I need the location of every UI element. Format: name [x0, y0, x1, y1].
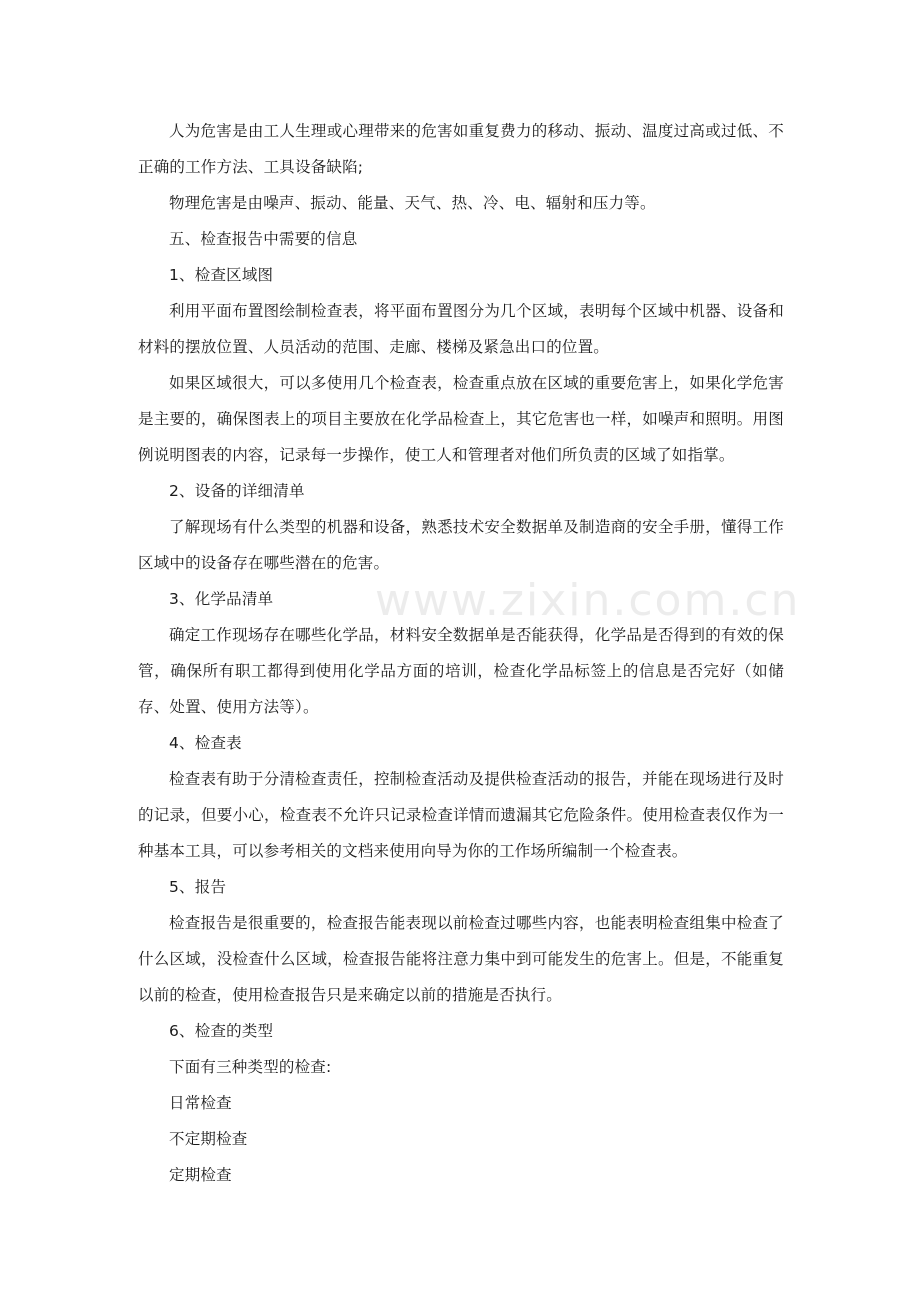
section-heading-report-info: 五、检查报告中需要的信息	[169, 230, 358, 248]
paragraph-equipment-list: 了解现场有什么类型的机器和设备，熟悉技术安全数据单及制造商的安全手册，懂得工作区域中的设备存在哪些潜在的危害。	[138, 518, 784, 572]
subheading-report: 5、报告	[169, 878, 227, 896]
paragraph-checklist: 检查表有助于分清检查责任，控制检查活动及提供检查活动的报告，并能在现场进行及时的记录，但要小心，检查表不允许只记录检查详情而遗漏其它危险条件。使用检查表仅作为一种基本工具，可以参考相关的文档来使用向导为你的工作场所编制一个检查表。	[138, 770, 784, 860]
subheading-chemical-list: 3、化学品清单	[169, 590, 274, 608]
watermark: www.zixin.com.cn	[375, 575, 801, 626]
paragraph-inspection-types-intro: 下面有三种类型的检查:	[169, 1058, 332, 1076]
subheading-area-map: 1、检查区域图	[169, 266, 274, 284]
subheading-inspection-types: 6、检查的类型	[169, 1022, 274, 1040]
paragraph-area-map-1: 利用平面布置图绘制检查表，将平面布置图分为几个区域，表明每个区域中机器、设备和材料的摆放位置、人员活动的范围、走廊、楼梯及紧急出口的位置。	[138, 302, 784, 356]
subheading-checklist: 4、检查表	[169, 734, 242, 752]
paragraph-human-hazard: 人为危害是由工人生理或心理带来的危害如重复费力的移动、振动、温度过高或过低、不正确的工作方法、工具设备缺陷;	[138, 122, 784, 176]
list-item-irregular-inspection: 不定期检查	[169, 1130, 248, 1148]
paragraph-report: 检查报告是很重要的，检查报告能表现以前检查过哪些内容，也能表明检查组集中检查了什么区域，没检查什么区域，检查报告能将注意力集中到可能发生的危害上。但是，不能重复以前的检查，使用检查报告只是来确定以前的措施是否执行。	[138, 914, 784, 1004]
paragraph-area-map-2: 如果区域很大，可以多使用几个检查表，检查重点放在区域的重要危害上，如果化学危害是主要的，确保图表上的项目主要放在化学品检查上，其它危害也一样，如噪声和照明。用图例说明图表的内容，记录每一步操作，使工人和管理者对他们所负责的区域了如指掌。	[138, 374, 784, 464]
paragraph-chemical-list: 确定工作现场存在哪些化学品，材料安全数据单是否能获得，化学品是否得到的有效的保管，确保所有职工都得到使用化学品方面的培训，检查化学品标签上的信息是否完好（如储存、处置、使用方法等）。	[138, 626, 784, 716]
subheading-equipment-list: 2、设备的详细清单	[169, 482, 305, 500]
list-item-periodic-inspection: 定期检查	[169, 1166, 232, 1184]
document-body	[138, 113, 784, 1193]
list-item-daily-inspection: 日常检查	[169, 1094, 232, 1112]
paragraph-physical-hazard: 物理危害是由噪声、振动、能量、天气、热、冷、电、辐射和压力等。	[169, 194, 656, 212]
